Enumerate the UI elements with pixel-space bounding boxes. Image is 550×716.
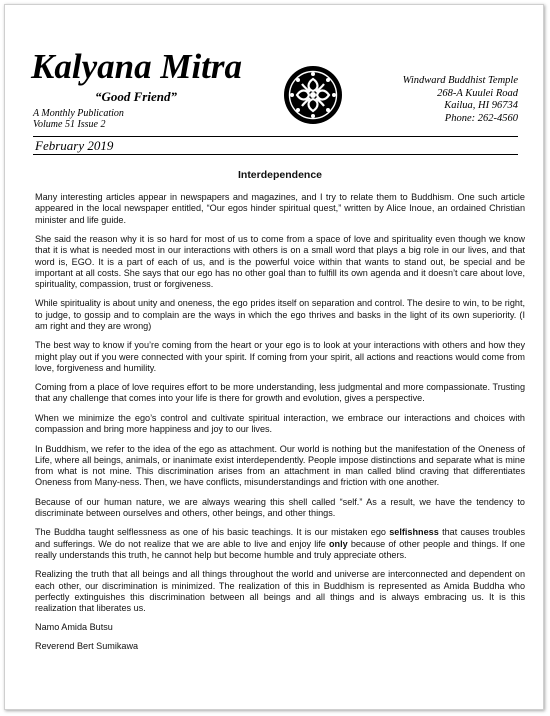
text-span: that causes troubles and sufferings. We do not realize that we are able to live and enjoy life xyxy=(35,527,525,549)
header-divider-top xyxy=(33,136,518,137)
article-paragraph: While spirituality is about unity and oneness, the ego prides itself on separation and control. The desire to win, to be right, to judge, to gossip and to complain are the ways in which the ego thrives and basks in the light of its own superiority. (I am right and they are wrong) xyxy=(35,298,525,331)
header-divider-bottom xyxy=(33,154,518,155)
article-title: Interdependence xyxy=(237,169,323,181)
temple-name: Windward Buddhist Temple xyxy=(402,75,518,86)
issue-date: February 2019 xyxy=(35,138,114,153)
article-paragraph: When we minimize the ego’s control and cultivate spiritual interaction, we embrace our interactions and choices with compassion and bring more happiness and joy to our lives. xyxy=(35,412,525,435)
newsletter-page xyxy=(4,4,544,710)
city-state-zip: Kailua, HI 96734 xyxy=(444,100,518,111)
emphasis-selfishness: selfishness xyxy=(389,527,439,538)
newsletter-title: Kalyana Mitra xyxy=(31,47,243,86)
emphasis-only: only xyxy=(328,538,348,549)
newsletter-subtitle: “Good Friend” xyxy=(95,89,177,104)
publication-info xyxy=(33,108,124,130)
volume-issue: Volume 51 Issue 2 xyxy=(33,119,106,130)
closing-line: Namo Amida Butsu xyxy=(35,622,113,633)
dharma-wheel-emblem-icon xyxy=(283,65,343,125)
text-span: because of other people and things. If one really understands this truth, he cannot help but become humble and truly appreciate others. xyxy=(35,538,525,560)
text-span: The Buddha taught selflessness as one of his basic teachings. It is our mistaken ego xyxy=(35,527,390,538)
publication-frequency: A Monthly Publication xyxy=(33,108,124,119)
article-paragraph: Because of our human nature, we are always wearing this shell called “self.” As a result, we have the tendency to discriminate between ourselves and others, other beings, and other things. xyxy=(35,496,525,518)
article-paragraph: The best way to know if you’re coming from the heart or your ego is to look at your interactions with others and how they might play out if you were connected with your spirit. If coming from your spirit, all actions and reactions would come from love, forgiveness and humility. xyxy=(35,340,525,373)
article-paragraph: Realizing the truth that all beings and all things throughout the world and universe are interconnected and dependent on each other, our discrimination is minimized. The realization of this in Buddhism is represented as Amida Buddha who perfectly extinguishes this discrimination between all beings and all things and is always embracing us. It is this realization that liberates us. xyxy=(35,569,525,613)
article xyxy=(35,170,525,659)
author-signature: Reverend Bert Sumikawa xyxy=(35,640,139,651)
street-address: 268-A Kuulei Road xyxy=(437,87,518,99)
article-paragraph: Many interesting articles appear in newspapers and magazines, and I try to relate them to Buddhism. One such article appeared in the local newspaper entitled, “Our egos hinder spiritual quest,” written by Alice Inoue, an ordained Christian minister and life guide. xyxy=(35,192,525,225)
temple-address xyxy=(403,75,518,125)
article-paragraph: In Buddhism, we refer to the idea of the ego as attachment. Our world is nothing but the manifestation of the Oneness of Life, where all beings, animals, or inanimate exist interdependently. People impose distinctions and separate what is mine from what is not mine. This discrimination arises from an attachment in man called blind craving that differentiates Oneness from Many-ness. Then, we have conflicts, misunderstandings and friction with one another. xyxy=(35,443,525,488)
article-paragraph: She said the reason why it is so hard for most of us to come from a space of love and spirituality even though we know that it is what is needed most in our interactions with others is on a small word that plays a big role in our lives, and that word is, EGO. It is a part of each of us, and is the powerful voice within that wants to stand out, be special and be important at all costs. She says that our ego has no other goal than to fulfill its own agenda and it doesn’t care about love, spirituality, compassion, trust or forgiveness. xyxy=(35,234,525,289)
article-paragraph xyxy=(35,527,525,561)
phone-number: Phone: 262-4560 xyxy=(444,112,518,124)
article-paragraph: Coming from a place of love requires effort to be more understanding, less judgmental and more compassionate. Trusting that any challenge that comes into your life is there for growth and evolution, gives a perspective. xyxy=(35,382,525,404)
